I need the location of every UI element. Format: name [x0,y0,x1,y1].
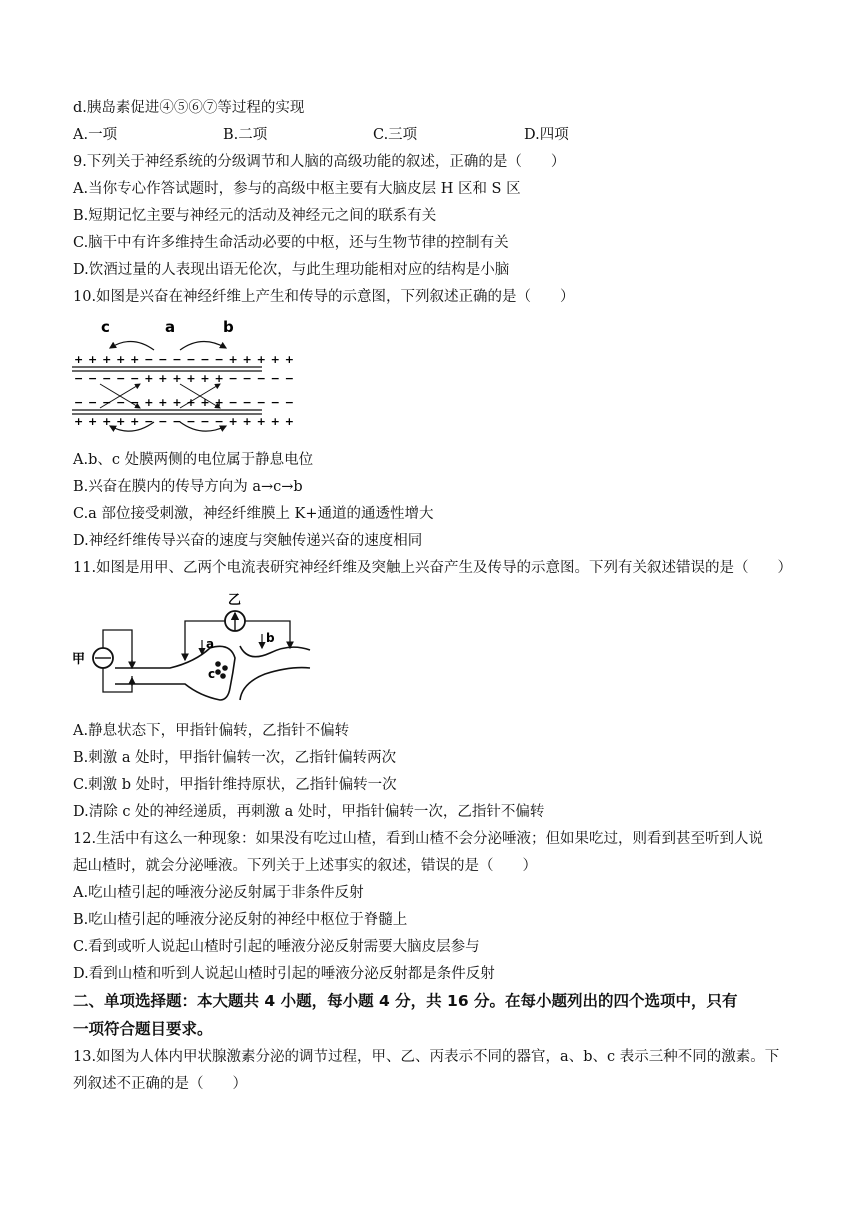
q12-option-a[interactable]: A.吃山楂引起的唾液分泌反射属于非条件反射 [73,885,364,901]
q8-option-b[interactable]: B.二项 [223,127,268,143]
charge-row-top: + + + + + − − − − − − + + + + + [74,353,295,366]
q10-option-b[interactable]: B.兴奋在膜内的传导方向为 a→c→b [73,479,303,495]
q10-option-c[interactable]: C.a 部位接受刺激，神经纤维膜上 K+通道的通透性增大 [73,506,434,522]
q12-option-c[interactable]: C.看到或听人说起山楂时引起的唾液分泌反射需要大脑皮层参与 [73,939,480,955]
q8-option-d[interactable]: D.四项 [524,127,569,143]
label-b: b [266,631,275,645]
q11-stem: 11.如图是用甲、乙两个电流表研究神经纤维及突触上兴奋产生及传导的示意图。下列有关叙述错误的是（ ） [73,560,793,576]
section-2-heading-line2: 一项符合题目要求。 [73,1020,213,1038]
q12-stem-line2: 起山楂时，就会分泌唾液。下列关于上述事实的叙述，错误的是（ ） [73,858,537,874]
q9-option-b[interactable]: B.短期记忆主要与神经元的活动及神经元之间的联系有关 [73,208,437,224]
label-b: b [223,318,234,336]
q11-option-a[interactable]: A.静息状态下，甲指针偏转，乙指针不偏转 [73,723,350,739]
q12-option-b[interactable]: B.吃山楂引起的唾液分泌反射的神经中枢位于脊髓上 [73,912,408,928]
label-a: a [165,318,176,336]
charge-row-mid1: − − − − − + + + + + + − − − − − [74,372,295,385]
charge-row-mid2: − − − − − + + + + + + − − − − − [74,396,295,409]
q8-option-a[interactable]: A.一项 [73,127,118,143]
q13-stem-line2: 列叙述不正确的是（ ） [73,1076,247,1092]
synapse-meter-diagram [70,588,320,706]
label-c: c [208,667,216,681]
label-a: a [206,637,215,651]
q13-stem-line1: 13.如图为人体内甲状腺激素分泌的调节过程，甲、乙、丙表示不同的器官，a、b、c 表示三种不同的激素。下 [73,1049,780,1065]
q9-option-c[interactable]: C.脑干中有许多维持生命活动必要的中枢，还与生物节律的控制有关 [73,235,509,251]
q9-option-d[interactable]: D.饮酒过量的人表现出语无伦次，与此生理功能相对应的结构是小脑 [73,262,510,278]
q10-option-a[interactable]: A.b、c 处膜两侧的电位属于静息电位 [73,452,314,468]
q11-option-b[interactable]: B.刺激 a 处时，甲指针偏转一次，乙指针偏转两次 [73,750,397,766]
meter-yi-label: 乙 [228,593,242,608]
q11-option-d[interactable]: D.清除 c 处的神经递质，再刺激 a 处时，甲指针偏转一次，乙指针不偏转 [73,804,545,820]
q11-option-c[interactable]: C.刺激 b 处时，甲指针维持原状，乙指针偏转一次 [73,777,397,793]
section-2-heading-line1: 二、单项选择题：本大题共 4 小题，每小题 4 分，共 16 分。在每小题列出的四个选项中，只有 [73,992,738,1010]
q9-stem: 9.下列关于神经系统的分级调节和人脑的高级功能的叙述，正确的是（ ） [73,154,566,170]
q9-option-a[interactable]: A.当你专心作答试题时，参与的高级中枢主要有大脑皮层 H 区和 S 区 [73,181,521,197]
nerve-fiber-diagram [70,314,295,439]
q10-stem: 10.如图是兴奋在神经纤维上产生和传导的示意图，下列叙述正确的是（ ） [73,289,575,305]
q10-option-d[interactable]: D.神经纤维传导兴奋的速度与突触传递兴奋的速度相同 [73,533,423,549]
q8-option-c[interactable]: C.三项 [373,127,418,143]
charge-row-bot: + + + + + − − − − − − + + + + + [74,415,295,428]
q12-stem-line1: 12.生活中有这么一种现象：如果没有吃过山楂，看到山楂不会分泌唾液；但如果吃过，则看到甚至听到人说 [73,831,764,847]
meter-jia-label: 甲 [72,652,86,667]
label-c: c [101,318,110,336]
q12-option-d[interactable]: D.看到山楂和听到人说起山楂时引起的唾液分泌反射都是条件反射 [73,966,495,982]
q8-statement-d: d.胰岛素促进④⑤⑥⑦等过程的实现 [73,100,305,116]
